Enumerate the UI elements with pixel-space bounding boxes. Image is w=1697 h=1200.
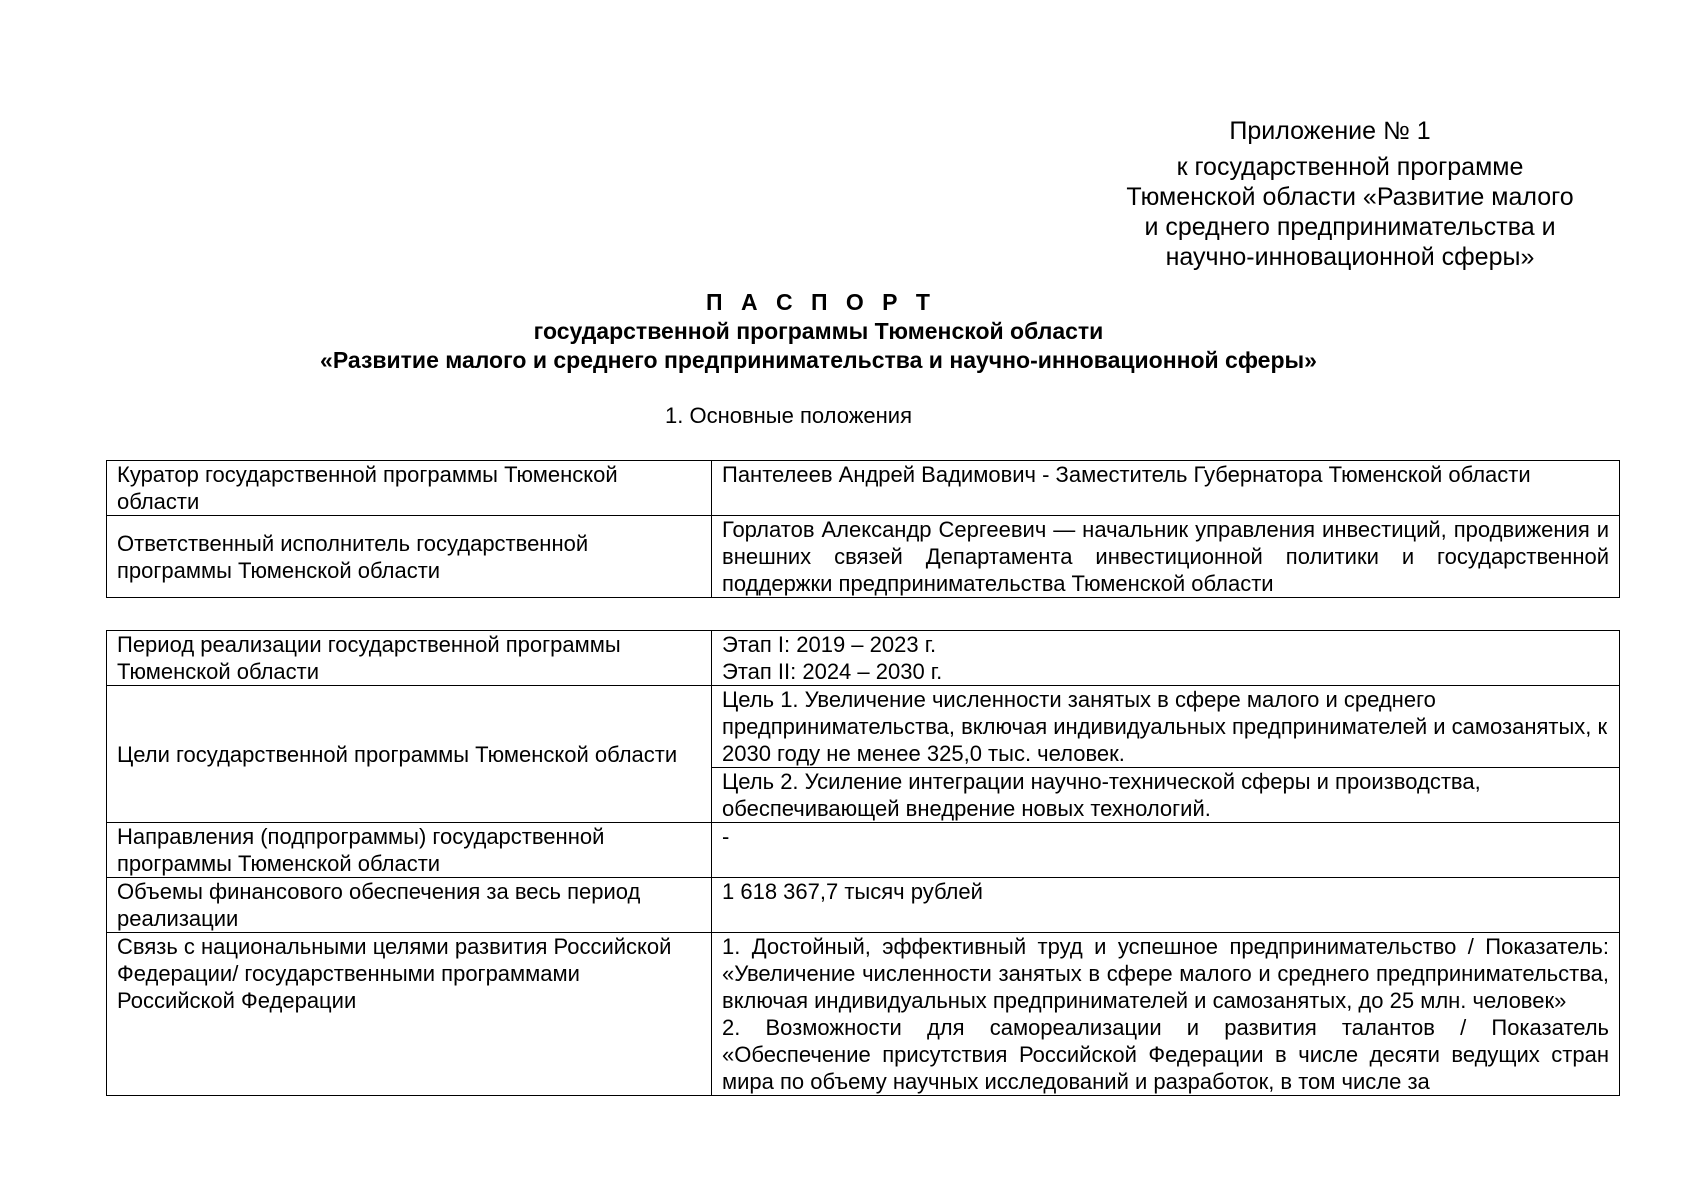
period-value <box>712 631 1620 686</box>
funding-value: 1 618 367,7 тысяч рублей <box>712 878 1620 933</box>
appendix-line: к государственной программе <box>1176 153 1524 181</box>
funding-label: Объемы финансового обеспечения за весь период реализации <box>107 878 712 933</box>
directions-label: Направления (подпрограммы) государственной программы Тюменской области <box>107 823 712 878</box>
curator-label: Куратор государственной программы Тюменской области <box>107 461 712 516</box>
program-details-table <box>106 630 1620 1096</box>
appendix-header <box>1110 116 1590 272</box>
basic-info-table <box>106 460 1620 598</box>
period-stage-2: Этап II: 2024 – 2030 г. <box>722 659 943 684</box>
period-stage-1: Этап I: 2019 – 2023 г. <box>722 632 937 657</box>
document-title <box>0 288 1697 375</box>
appendix-line: научно-инновационной сферы» <box>1165 243 1535 271</box>
table-row <box>107 823 1620 878</box>
period-label: Период реализации государственной программы Тюменской области <box>107 631 712 686</box>
table-row <box>107 516 1620 598</box>
title-program-name: «Развитие малого и среднего предпринимательства и научно-инновационной сферы» <box>320 347 1317 373</box>
directions-value: - <box>712 823 1620 878</box>
title-program: государственной программы Тюменской области <box>533 318 1104 344</box>
national-goals-label: Связь с национальными целями развития Российской Федерации/ государственными программами Российской Федерации <box>107 933 712 1096</box>
table-row <box>107 461 1620 516</box>
executor-value: Горлатов Александр Сергеевич — начальник управления инвестиций, продвижения и внешних связей Департамента инвестиционной политики и государственной поддержки предпринимательства Тюменской области <box>712 516 1620 598</box>
national-goals-value <box>712 933 1620 1096</box>
national-goal-item-1: 1. Достойный, эффективный труд и успешное предпринимательство / Показатель: «Увеличение численности занятых в сфере малого и среднего предпринимательства, включая индивидуальных предпринимателей и самозанятых, до 25 млн. человек» <box>722 934 1609 1013</box>
table-row <box>107 631 1620 686</box>
curator-value: Пантелеев Андрей Вадимович - Заместитель Губернатора Тюменской области <box>712 461 1620 516</box>
table-row <box>107 878 1620 933</box>
goals-label: Цели государственной программы Тюменской области <box>107 686 712 823</box>
table-row <box>107 933 1620 1096</box>
section-heading: 1. Основные положения <box>665 403 912 428</box>
executor-label: Ответственный исполнитель государственной программы Тюменской области <box>107 516 712 598</box>
goal-2: Цель 2. Усиление интеграции научно-технической сферы и производства, обеспечивающей внедрение новых технологий. <box>712 768 1620 823</box>
table-row <box>107 686 1620 768</box>
appendix-line: Тюменской области «Развитие малого <box>1126 183 1574 211</box>
national-goal-item-2: 2. Возможности для самореализации и развития талантов / Показатель «Обеспечение присутствия Российской Федерации в числе десяти ведущих стран мира по объему научных исследований и разработок, в том числе за <box>722 1015 1609 1094</box>
title-passport: П А С П О Р Т <box>706 289 936 315</box>
appendix-number: Приложение № 1 <box>1229 117 1431 145</box>
appendix-line: и среднего предпринимательства и <box>1144 213 1556 241</box>
goal-1: Цель 1. Увеличение численности занятых в сфере малого и среднего предпринимательства, включая индивидуальных предпринимателей и самозанятых, к 2030 году не менее 325,0 тыс. человек. <box>712 686 1620 768</box>
